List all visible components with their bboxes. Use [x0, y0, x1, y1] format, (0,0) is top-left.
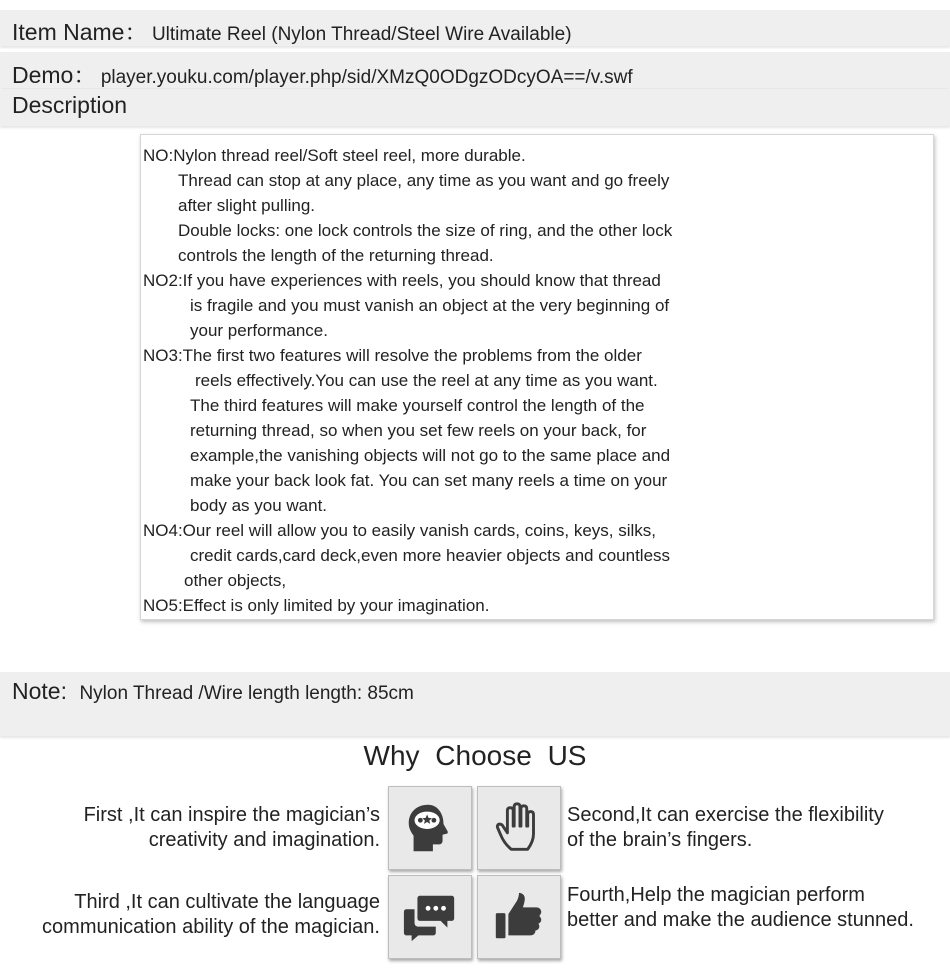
description-line: returning thread, so when you set few reels on your back, for — [190, 421, 647, 440]
feature-fourth — [567, 883, 914, 933]
description-label: Description — [12, 92, 128, 118]
description-row — [0, 90, 950, 126]
description-line: NO2:If you have experiences with reels, you should know that thread — [143, 271, 661, 290]
hand-icon — [490, 799, 548, 857]
thumbs-up-icon — [490, 888, 548, 946]
description-line: The third features will make yourself control the length of the — [190, 396, 645, 415]
item-name-label: Item Name： — [12, 19, 148, 45]
note-label: Note: — [12, 678, 67, 704]
demo-label: Demo： — [12, 62, 97, 88]
description-line: NO3:The first two features will resolve the problems from the older — [143, 346, 642, 365]
note-value: Nylon Thread /Wire length length: 85cm — [79, 683, 414, 704]
item-name-row — [0, 10, 950, 46]
why-choose-us-title: Why Choose US — [363, 740, 587, 771]
feature-second — [567, 803, 884, 853]
demo-url: player.youku.com/player.php/sid/XMzQ0ODgzODcyOA==/v.swf — [100, 67, 633, 88]
hand-icon-tile — [477, 786, 561, 870]
feature-first-line1: First ,It can inspire the magician’s — [83, 804, 380, 826]
description-line: credit cards,card deck,even more heavier objects and countless — [190, 546, 671, 565]
feature-first — [84, 803, 380, 853]
description-line: make your back look fat. You can set many reels a time on your — [190, 471, 668, 490]
description-line: other objects, — [184, 571, 287, 590]
feature-third — [42, 890, 380, 940]
demo-row — [0, 52, 950, 88]
description-line: body as you want. — [190, 496, 328, 515]
description-line: example,the vanishing objects will not go to the same place and — [190, 446, 671, 465]
item-name-value: Ultimate Reel (Nylon Thread/Steel Wire Available) — [151, 24, 572, 45]
chat-bubbles-icon-tile — [388, 875, 472, 959]
brain-head-icon — [401, 799, 459, 857]
description-line: after slight pulling. — [178, 196, 316, 215]
chat-bubbles-icon — [401, 888, 459, 946]
description-line: controls the length of the returning thread. — [178, 246, 494, 265]
description-line: reels effectively.You can use the reel at any time as you want. — [195, 371, 658, 390]
note-row — [0, 672, 950, 736]
description-line: is fragile and you must vanish an object at the very beginning of — [190, 296, 670, 315]
feature-first-line2: creativity and imagination. — [148, 829, 380, 851]
description-line: Double locks: one lock controls the size of ring, and the other lock — [178, 221, 673, 240]
feature-third-line1: Third ,It can cultivate the language — [74, 891, 380, 913]
description-line: NO4:Our reel will allow you to easily vanish cards, coins, keys, silks, — [143, 521, 657, 540]
feature-second-line2: of the brain’s fingers. — [567, 829, 753, 851]
feature-fourth-line2: better and make the audience stunned. — [567, 909, 914, 931]
brain-head-icon-tile — [388, 786, 472, 870]
description-line: your performance. — [190, 321, 328, 340]
feature-fourth-line1: Fourth,Help the magician perform — [567, 884, 865, 906]
thumbs-up-icon-tile — [477, 875, 561, 959]
description-line: Thread can stop at any place, any time as you want and go freely — [178, 171, 670, 190]
description-box — [140, 134, 934, 620]
description-line: NO5:Effect is only limited by your imagination. — [143, 596, 490, 615]
feature-second-line1: Second,It can exercise the flexibility — [567, 804, 884, 826]
feature-third-line2: communication ability of the magician. — [42, 916, 380, 938]
description-line: NO:Nylon thread reel/Soft steel reel, more durable. — [143, 146, 526, 165]
